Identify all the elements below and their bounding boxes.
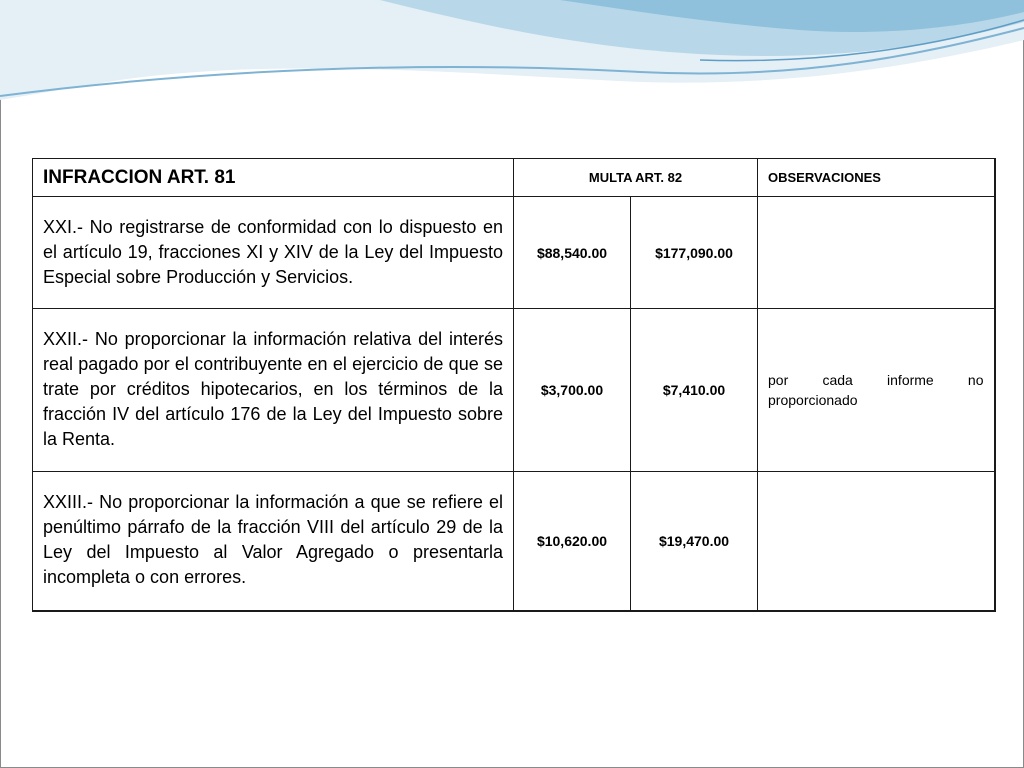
- row-observaciones: [758, 197, 995, 309]
- header-observaciones: OBSERVACIONES: [758, 159, 995, 197]
- row-multa-min: $10,620.00: [514, 472, 631, 611]
- row-multa-min: $3,700.00: [514, 309, 631, 472]
- header-wave-decoration: [0, 0, 1024, 120]
- table-row: [33, 309, 995, 472]
- row-description: XXII.- No proporcionar la información relativa del interés real pagado por el contribuyente en el ejercicio de que se trate por créditos hipotecarios, en los términos de la fracción IV del artículo 176 de la Ley del Impuesto sobre la Renta.: [33, 309, 514, 472]
- header-multa: MULTA ART. 82: [514, 159, 758, 197]
- table-header-row: [33, 159, 995, 197]
- row-multa-max: $7,410.00: [631, 309, 758, 472]
- row-multa-max: $19,470.00: [631, 472, 758, 611]
- row-description: XXI.- No registrarse de conformidad con lo dispuesto en el artículo 19, fracciones XI y XIV de la Ley del Impuesto Especial sobre Producción y Servicios.: [33, 197, 514, 309]
- row-observaciones: [758, 472, 995, 611]
- header-infraccion: INFRACCION ART. 81: [33, 159, 514, 197]
- row-observaciones: por cada informe no proporcionado: [758, 309, 995, 472]
- row-description: XXIII.- No proporcionar la información a que se refiere el penúltimo párrafo de la fracción VIII del artículo 29 de la Ley del Impuesto al Valor Agregado o presentarla incompleta o con errores.: [33, 472, 514, 611]
- table-row: [33, 197, 995, 309]
- table-row: [33, 472, 995, 611]
- infracciones-table: [32, 158, 996, 612]
- row-multa-max: $177,090.00: [631, 197, 758, 309]
- row-multa-min: $88,540.00: [514, 197, 631, 309]
